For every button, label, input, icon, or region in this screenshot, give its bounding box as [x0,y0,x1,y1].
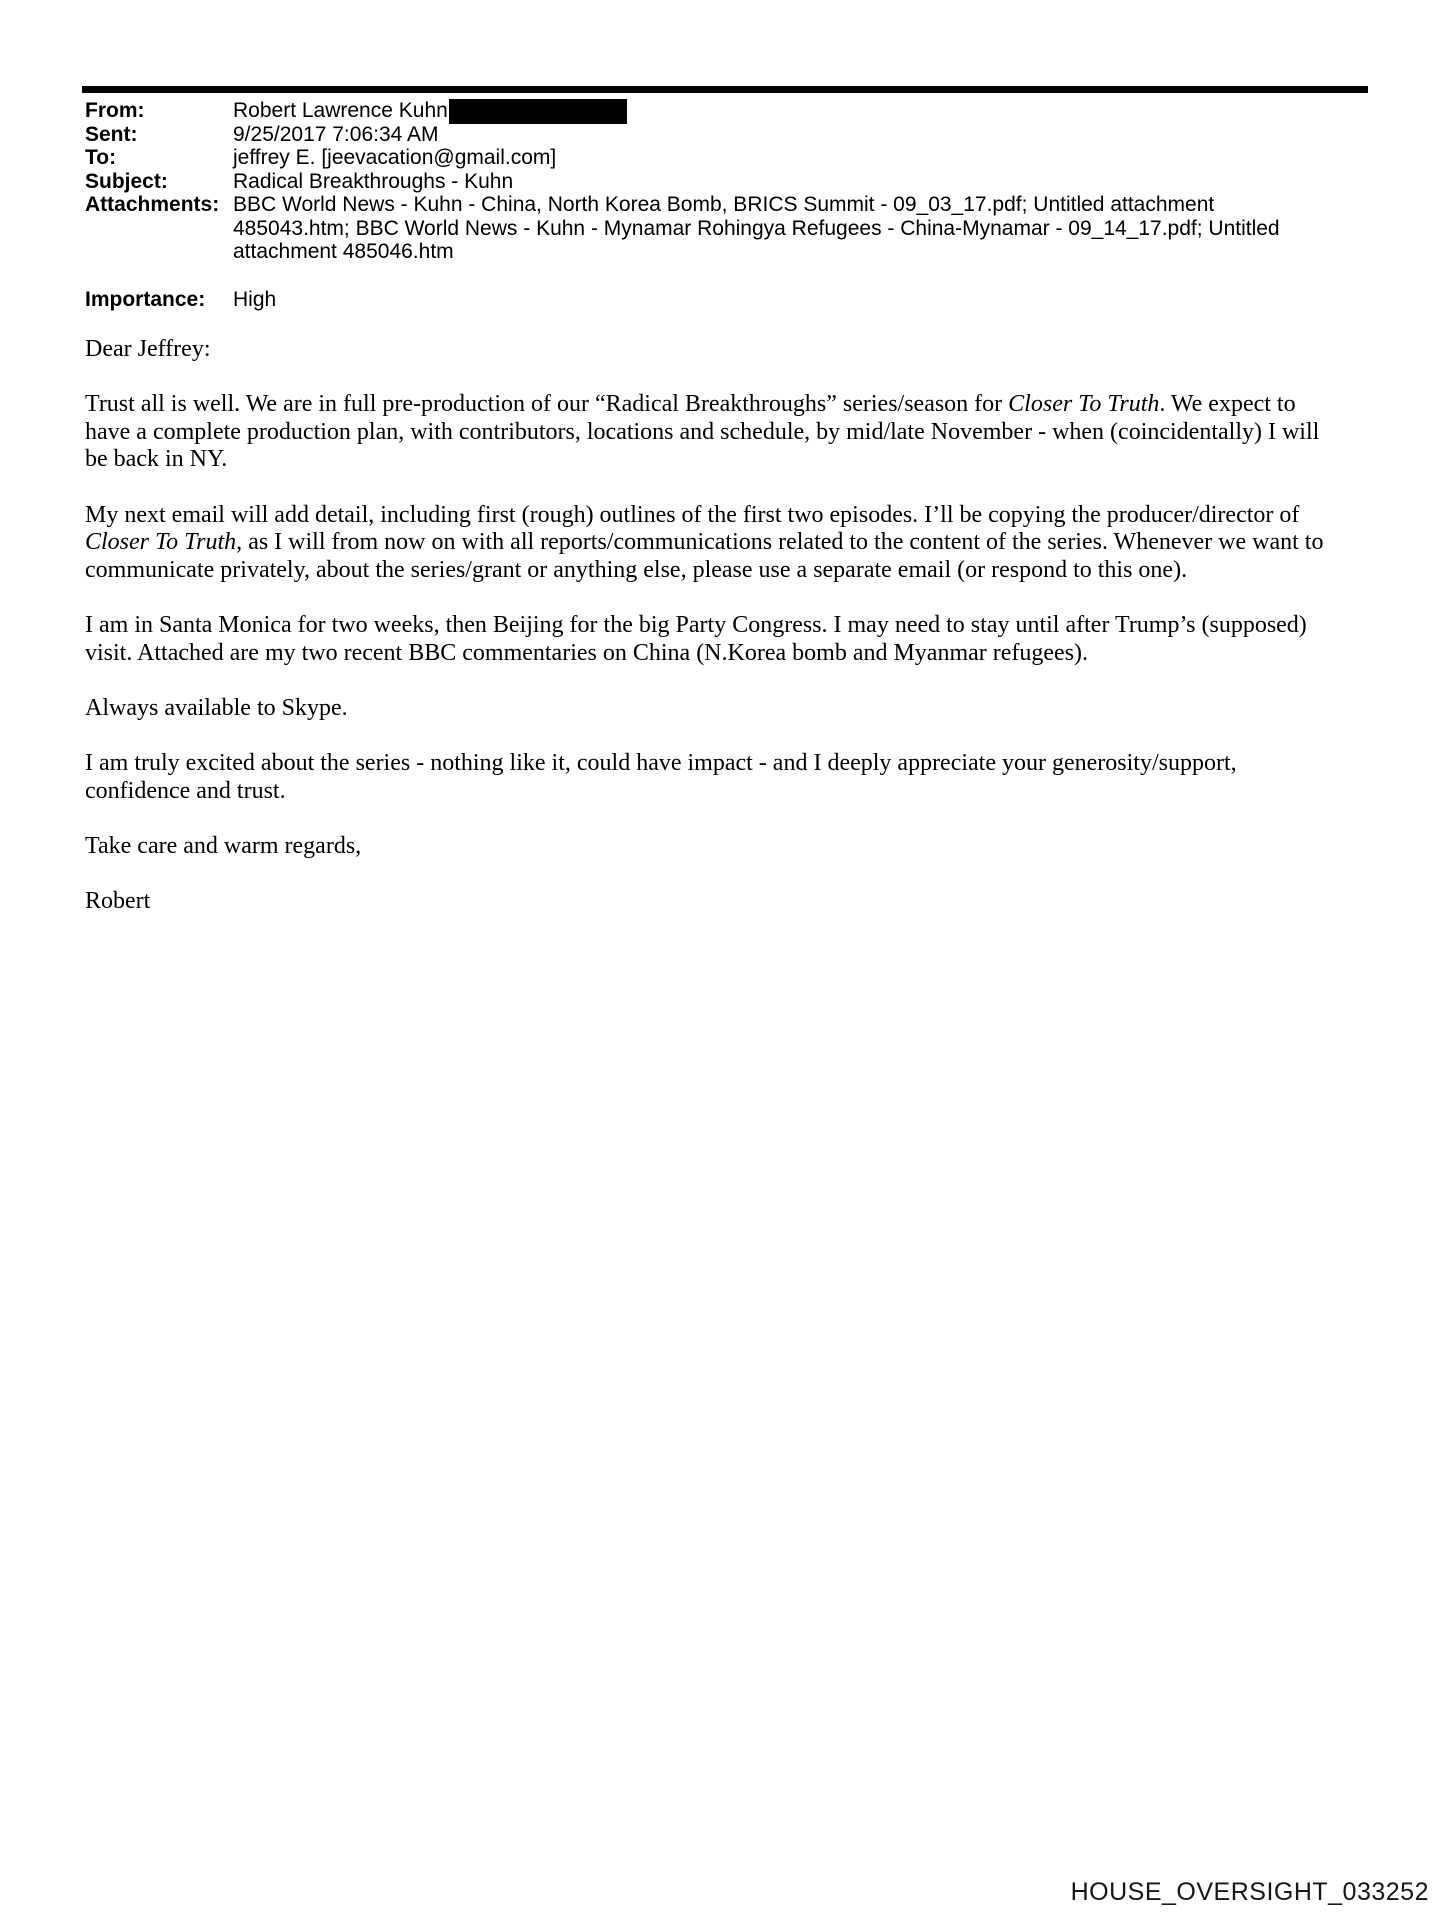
attachment-line: attachment 485046.htm [233,240,454,263]
italic-show-title: Closer To Truth, [85,529,243,556]
body-paragraph-2 [85,502,1328,585]
italic-show-title: Closer To Truth [1008,391,1160,418]
field-label-to: To: [85,146,117,169]
field-label-importance: Importance: [85,287,206,311]
field-value-subject: Radical Breakthroughs - Kuhn [233,169,514,193]
sender-name: Robert Lawrence Kuhn [233,99,448,122]
header-field-importance [85,288,1385,312]
header-divider-rule [82,86,1368,93]
field-label-attachments: Attachments: [85,193,220,216]
email-body [85,336,1328,943]
email-header-block [85,99,1385,311]
body-paragraph-1 [85,391,1328,474]
field-value-to: jeffrey E. [jeevacation@gmail.com] [233,146,557,169]
field-value-from [233,99,1353,123]
header-field-to [85,146,1385,170]
paragraph-text: My next email will add detail, including first (rough) outlines of the first two episodes. I’ll be copying the producer/director of [85,501,1300,528]
body-paragraph-4: Always available to Skype. [85,694,348,721]
attachment-line: BBC World News - Kuhn - China, North Korea Bomb, BRICS Summit - 09_03_17.pdf; Untitled attachment [233,193,1215,216]
body-paragraph-5: I am truly excited about the series - nothing like it, could have impact - and I deeply appreciate your generosity/support, confidence and trust. [85,749,1237,804]
bates-stamp: HOUSE_OVERSIGHT_033252 [1070,1878,1429,1906]
field-label-subject: Subject: [85,169,168,193]
paragraph-text: as I will from now on with all reports/communications related to the content of the series. Whenever we want to communicate privately, about the series/grant or anything else, please use a separate email (or respond to this one). [85,529,1324,583]
salutation: Dear Jeffrey: [85,336,211,362]
field-value-sent: 9/25/2017 7:06:34 AM [233,122,439,146]
header-field-sent [85,123,1385,147]
header-field-subject [85,170,1385,194]
field-value-attachments [233,193,1353,264]
field-label-from: From: [85,99,145,122]
header-field-from [85,99,1385,123]
redaction-bar [449,99,627,124]
signoff: Take care and warm regards, [85,832,362,859]
paragraph-text: Trust all is well. We are in full pre-production of our “Radical Breakthroughs” series/season for [85,391,1009,418]
field-label-sent: Sent: [85,122,138,146]
paragraph-text: . We expect to have a complete production plan, with contributors, locations and schedule, by mid/late November - when (coincidentally) I will be back in NY. [85,391,1320,473]
attachment-line: 485043.htm; BBC World News - Kuhn - Mynamar Rohingya Refugees - China-Mynamar - 09_14_17.pdf; Untitled [233,216,1280,240]
field-value-importance: High [233,287,277,311]
header-field-attachments [85,193,1385,264]
body-paragraph-3: I am in Santa Monica for two weeks, then Beijing for the big Party Congress. I may need to stay until after Trump’s (supposed) visit. Attached are my two recent BBC commentaries on China (N.Korea bomb and Myanmar refugees). [85,611,1307,666]
signature: Robert [85,887,151,914]
